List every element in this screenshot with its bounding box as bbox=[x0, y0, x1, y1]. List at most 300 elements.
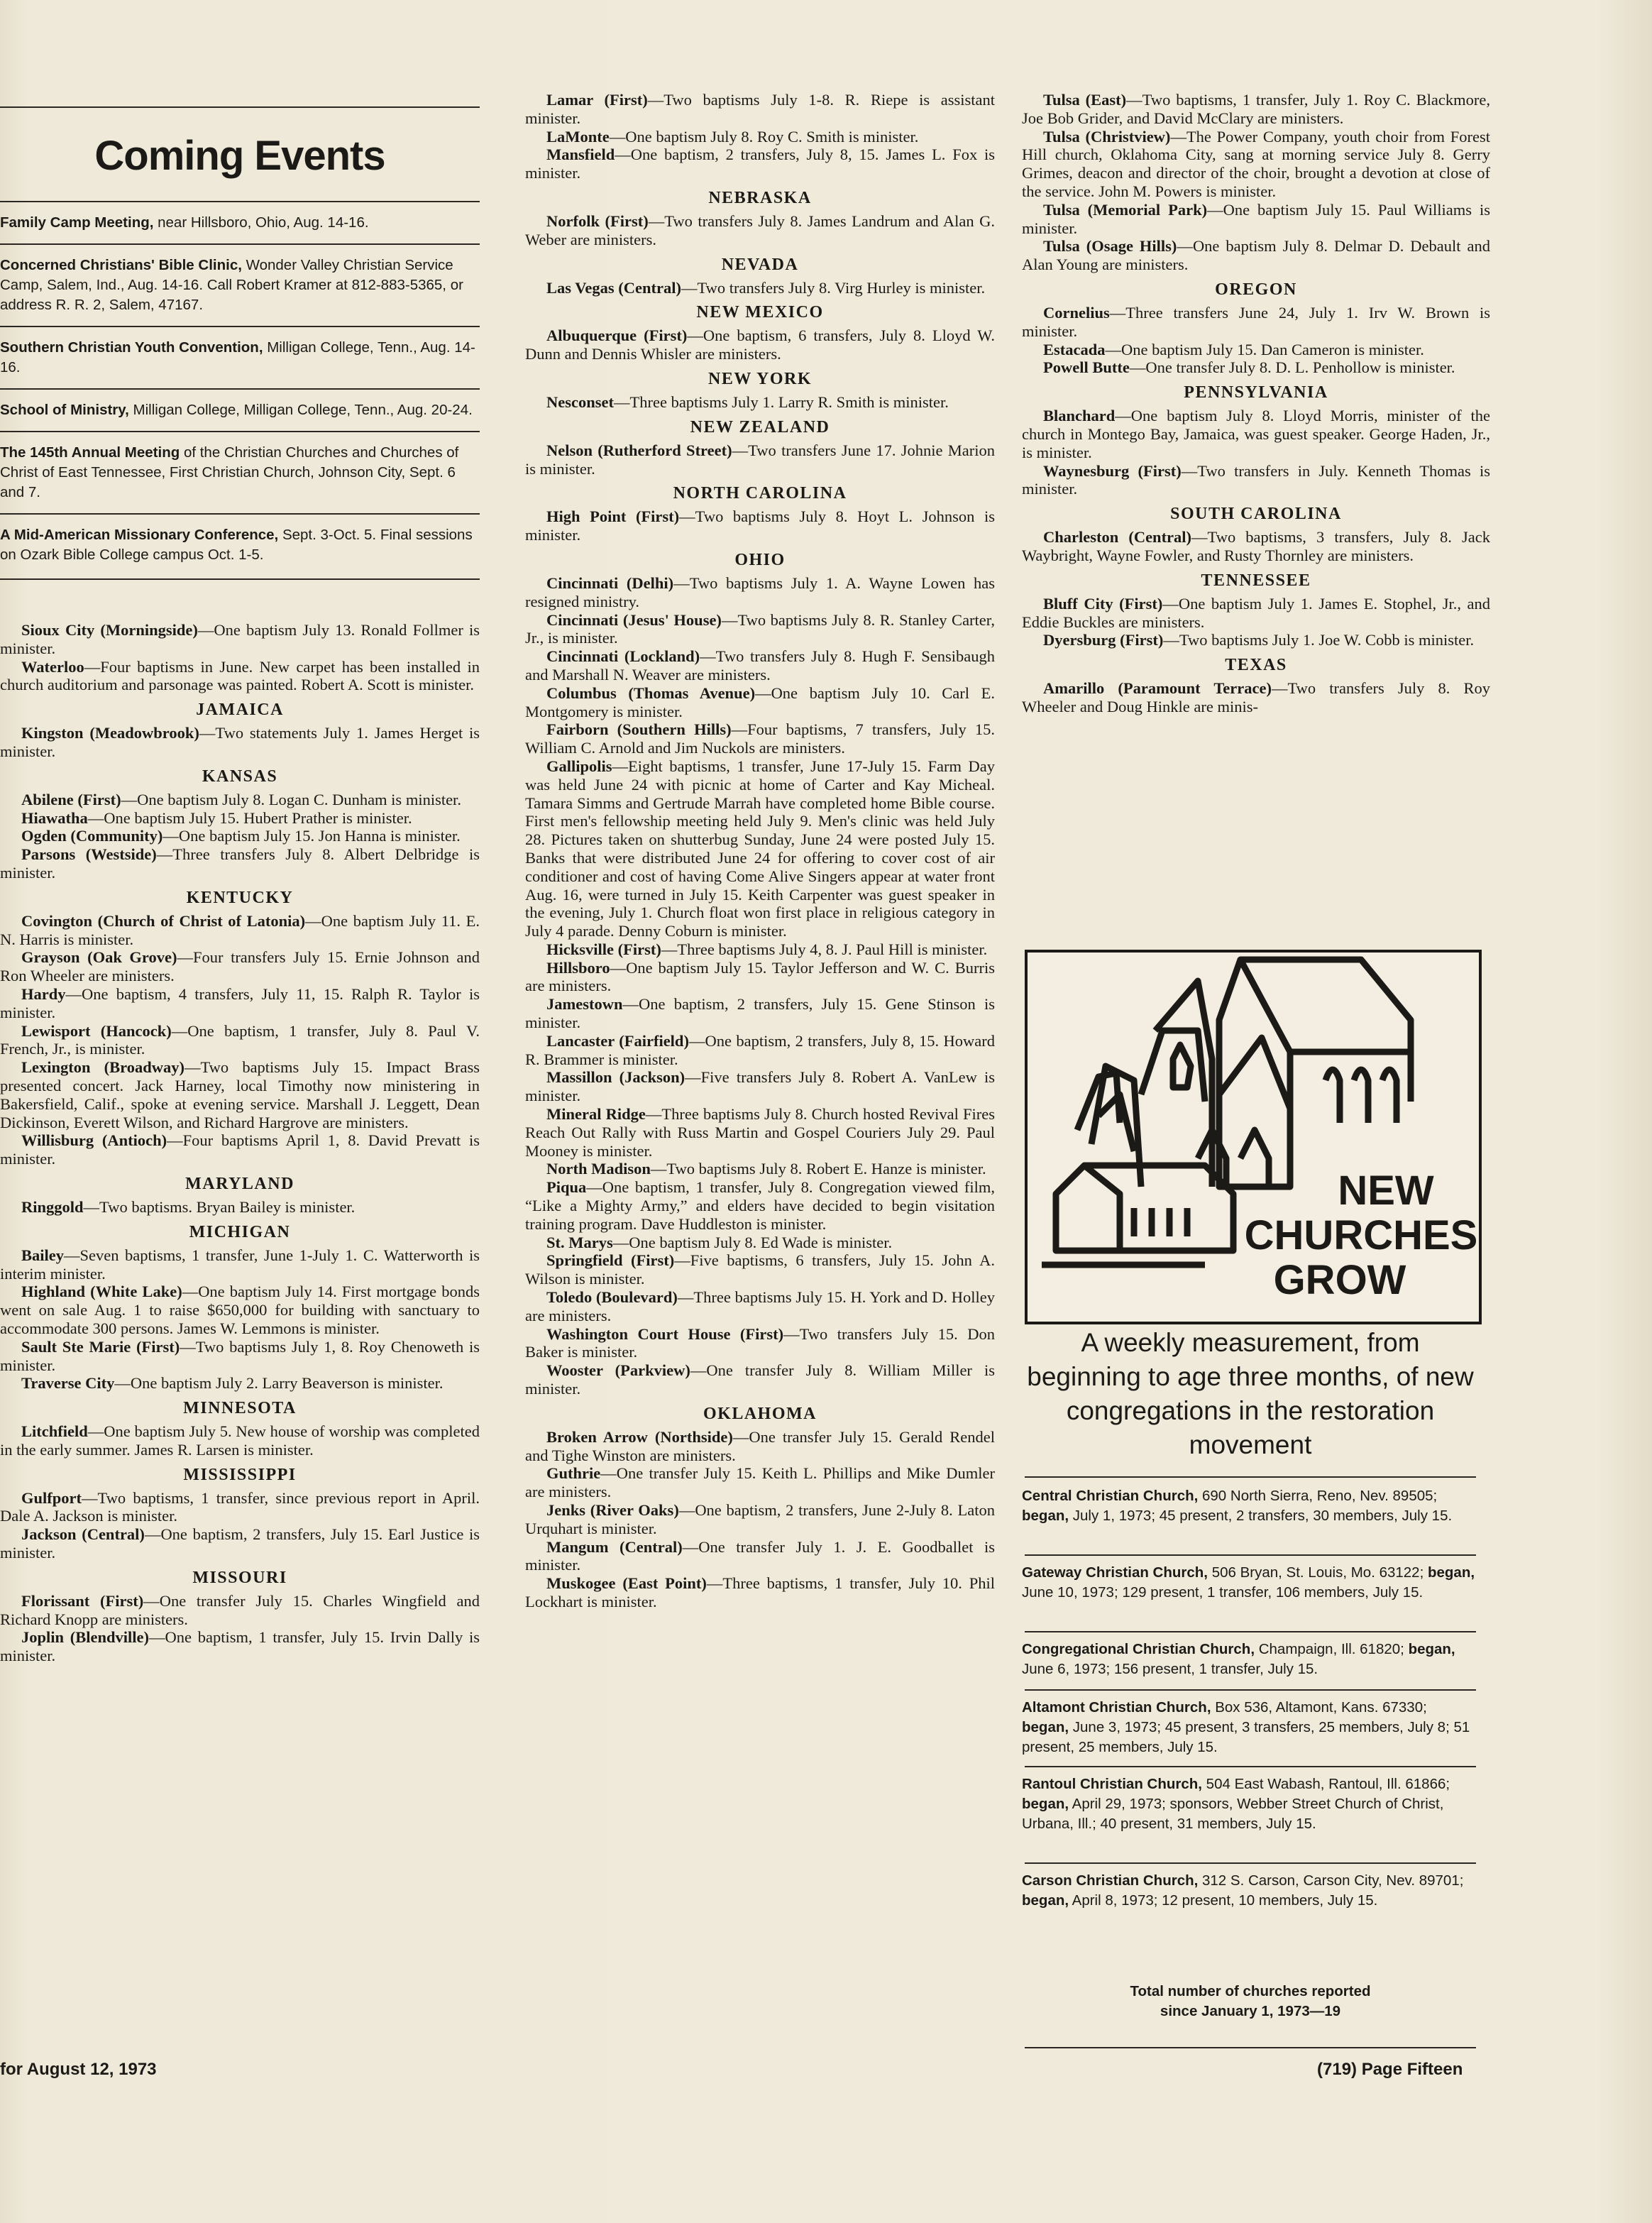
church-name: Waterloo bbox=[21, 657, 84, 676]
church-report bbox=[525, 1428, 995, 1465]
event-name: Concerned Christians' Bible Clinic, bbox=[0, 257, 242, 273]
report-text: —Two baptisms, 1 transfer, since previous report in April. Dale A. Jackson is minister. bbox=[0, 1488, 480, 1525]
new-church-name: Central Christian Church, bbox=[1022, 1488, 1199, 1504]
church-report bbox=[0, 1058, 480, 1131]
report-text: —One baptism, 2 transfers, July 8, 15. James L. Fox is minister. bbox=[525, 146, 995, 182]
church-name: Parsons (Westside) bbox=[21, 845, 157, 864]
event-details: Sept. 3-Oct. 5. Final sessions on Ozark Bible College campus Oct. 1-5. bbox=[0, 527, 473, 563]
church-name: Cincinnati (Delhi) bbox=[546, 573, 674, 592]
state-heading: MARYLAND bbox=[185, 1174, 294, 1193]
total-churches-reported bbox=[1022, 1982, 1479, 2021]
report-text: —One baptism July 8. Lloyd Morris, minister of the church in Montego Bay, Jamaica, was guest speaker. George Haden, Jr., is minister. bbox=[1022, 407, 1490, 461]
state-heading: MINNESOTA bbox=[183, 1399, 297, 1418]
church-name: Cincinnati (Jesus' House) bbox=[546, 610, 722, 629]
church-report bbox=[525, 684, 995, 721]
church-report bbox=[525, 1234, 995, 1252]
report-text: —Three baptisms July 8. Church hosted Revival Fires Reach Out Rally with Russ Martin and Gospel Couriers July 29. Paul Mooney is minister. bbox=[525, 1105, 996, 1160]
church-name: Broken Arrow (Northside) bbox=[546, 1427, 733, 1446]
state-heading: NEVADA bbox=[721, 255, 799, 274]
church-name: Tulsa (Osage Hills) bbox=[1043, 237, 1177, 256]
event-name: Family Camp Meeting, bbox=[0, 214, 154, 231]
church-report bbox=[525, 647, 995, 684]
state-heading: SOUTH CAROLINA bbox=[1170, 505, 1342, 524]
church-report bbox=[525, 1178, 995, 1233]
church-name: Blanchard bbox=[1043, 407, 1116, 425]
church-report bbox=[525, 1325, 995, 1362]
church-name: Bailey bbox=[21, 1246, 64, 1264]
new-church-name: Rantoul Christian Church, bbox=[1022, 1776, 1202, 1792]
church-report bbox=[1022, 201, 1490, 238]
church-name: Ringgold bbox=[21, 1197, 84, 1216]
footer-date: for August 12, 1973 bbox=[0, 2060, 157, 2079]
church-name: Mansfield bbox=[546, 146, 615, 164]
state-heading: OREGON bbox=[1215, 280, 1297, 299]
church-report bbox=[525, 146, 995, 182]
report-text: —Three baptisms July 4, 8. J. Paul Hill is minister. bbox=[661, 940, 988, 958]
church-report bbox=[0, 658, 480, 695]
church-report bbox=[525, 611, 995, 648]
report-text: —One baptism July 14. First mortgage bonds went on sale Aug. 1 to raise $650,000 for building with sanctuary to accommodate 300 persons. James W. Lemmons is minister. bbox=[0, 1283, 480, 1337]
church-name: Grayson (Oak Grove) bbox=[21, 948, 177, 967]
church-name: Florissant (First) bbox=[21, 1591, 144, 1610]
event-details: Milligan College, Milligan College, Tenn., Aug. 20-24. bbox=[128, 402, 473, 418]
church-name: Cincinnati (Lockland) bbox=[546, 647, 700, 666]
new-church-name: Gateway Christian Church, bbox=[1022, 1564, 1208, 1581]
church-name: Dyersburg (First) bbox=[1043, 631, 1164, 649]
church-name: St. Marys bbox=[546, 1233, 613, 1251]
church-report bbox=[0, 1592, 480, 1629]
state-heading: PENNSYLVANIA bbox=[1184, 383, 1328, 402]
church-report bbox=[1022, 679, 1490, 716]
church-report bbox=[0, 1246, 480, 1283]
new-church-address: Box 536, Altamont, Kans. 67330; bbox=[1211, 1699, 1427, 1716]
report-text: —Four baptisms April 1, 8. David Prevatt is minister. bbox=[0, 1131, 480, 1168]
church-name: Highland (White Lake) bbox=[21, 1283, 182, 1301]
state-heading: OHIO bbox=[734, 550, 786, 569]
church-report bbox=[1022, 462, 1490, 499]
state-heading: KENTUCKY bbox=[186, 888, 294, 907]
state-heading: MISSOURI bbox=[192, 1568, 287, 1587]
report-text: —One baptism July 15. Hubert Prather is minister. bbox=[87, 808, 412, 827]
church-report bbox=[525, 959, 995, 996]
report-text: —Four baptisms, 7 transfers, July 15. William C. Arnold and Jim Nuckols are ministers. bbox=[525, 720, 996, 757]
report-text: —The Power Company, youth choir from Forest Hill church, Oklahoma City, sang at morning service July 8. Gerry Grimes, deacon and director of the choir, brought a devotion at close of the service. John M. Powers is minister. bbox=[1022, 127, 1490, 200]
new-church-stats: April 8, 1973; 12 present, 10 members, July 15. bbox=[1069, 1892, 1378, 1909]
church-name: Traverse City bbox=[21, 1374, 115, 1393]
report-text: —Two baptisms. Bryan Bailey is minister. bbox=[83, 1197, 356, 1216]
church-name: Amarillo (Paramount Terrace) bbox=[1043, 679, 1272, 698]
report-text: —Two transfers July 8. Roy Wheeler and Doug Hinkle are minis- bbox=[1022, 679, 1490, 715]
church-name: Muskogee (East Point) bbox=[546, 1574, 707, 1593]
church-name: Lexington (Broadway) bbox=[21, 1058, 185, 1077]
report-text: —One baptism July 11. E. N. Harris is minister. bbox=[0, 911, 480, 948]
report-text: —Three baptisms July 1. Larry R. Smith is minister. bbox=[613, 393, 949, 411]
report-text: —One baptism, 2 transfers, June 2-July 8. Laton Urquhart is minister. bbox=[525, 1501, 995, 1537]
coming-event-item bbox=[0, 515, 480, 576]
church-report bbox=[1022, 631, 1490, 649]
news-column-2 bbox=[525, 91, 995, 1611]
church-report bbox=[0, 791, 480, 809]
began-label: began, bbox=[1022, 1719, 1069, 1735]
church-report bbox=[0, 1283, 480, 1337]
event-details: Wonder Valley Christian Service Camp, Salem, Ind., Aug. 14-16. Call Robert Kramer at 812-883-5365, or address R. R. 2, Salem, 47167. bbox=[0, 257, 463, 313]
church-name: Covington (Church of Christ of Latonia) bbox=[21, 911, 306, 930]
coming-events-title: Coming Events bbox=[94, 133, 385, 179]
total-line-2: since January 1, 1973—19 bbox=[1160, 2003, 1341, 2019]
church-report bbox=[0, 809, 480, 828]
top-rule bbox=[0, 106, 480, 108]
church-report bbox=[1022, 407, 1490, 461]
church-report bbox=[525, 212, 995, 249]
church-name: Massillon (Jackson) bbox=[546, 1068, 685, 1087]
report-text: —Four transfers July 15. Ernie Johnson and Ron Wheeler are ministers. bbox=[0, 948, 480, 985]
state-heading: OKLAHOMA bbox=[703, 1404, 817, 1423]
church-name: Gallipolis bbox=[546, 757, 612, 775]
report-text: —One transfer July 15. Gerald Rendel and Tighe Winston are ministers. bbox=[525, 1427, 995, 1464]
church-report bbox=[0, 1422, 480, 1459]
report-text: —Three baptisms, 1 transfer, July 10. Phil Lockhart is minister. bbox=[525, 1574, 995, 1610]
report-text: —Two transfers July 8. Hugh F. Sensibaugh and Marshall N. Weaver are ministers. bbox=[525, 647, 995, 684]
church-name: Estacada bbox=[1043, 340, 1106, 358]
report-text: —One baptism July 13. Ronald Follmer is minister. bbox=[0, 621, 480, 657]
church-name: Toledo (Boulevard) bbox=[546, 1288, 678, 1307]
state-heading: NEW MEXICO bbox=[696, 303, 824, 322]
report-text: —One baptism July 1. James E. Stophel, Jr., and Eddie Buckles are ministers. bbox=[1022, 594, 1491, 631]
column-middle bbox=[525, 91, 995, 1611]
report-text: —One baptism July 15. Dan Cameron is minister. bbox=[1105, 340, 1424, 358]
report-text: —One baptism July 15. Taylor Jefferson and W. C. Burris are ministers. bbox=[525, 958, 995, 995]
report-text: —One baptism July 2. Larry Beaverson is minister. bbox=[114, 1374, 444, 1393]
church-name: Gulfport bbox=[21, 1488, 82, 1507]
state-heading: NEBRASKA bbox=[708, 188, 812, 207]
report-text: —Two baptisms July 1. Joe W. Cobb is minister. bbox=[1163, 631, 1475, 649]
church-name: High Point (First) bbox=[546, 507, 680, 526]
report-text: —One baptism, 2 transfers, July 15. Earl Justice is minister. bbox=[0, 1525, 480, 1562]
church-name: Hardy bbox=[21, 984, 66, 1003]
coming-events-bottom-rule bbox=[0, 578, 480, 580]
state-heading: MISSISSIPPI bbox=[183, 1465, 297, 1484]
church-name: Nelson (Rutherford Street) bbox=[546, 441, 732, 459]
logo-word-churches: CHURCHES bbox=[1244, 1212, 1478, 1258]
church-report bbox=[525, 326, 995, 363]
new-church-stats: June 6, 1973; 156 present, 1 transfer, July 15. bbox=[1022, 1661, 1318, 1677]
new-church-divider bbox=[1025, 1766, 1476, 1767]
church-report bbox=[525, 1501, 995, 1538]
footer-page-number: (719) Page Fifteen bbox=[1317, 2060, 1463, 2079]
report-text: —Two transfers July 15. Don Baker is minister. bbox=[525, 1324, 995, 1361]
new-church-name: Congregational Christian Church, bbox=[1022, 1641, 1255, 1657]
church-report bbox=[525, 1538, 995, 1575]
church-buildings-icon bbox=[1028, 953, 1479, 1322]
church-report bbox=[525, 940, 995, 959]
church-name: Ogden (Community) bbox=[21, 827, 163, 845]
report-text: —Two transfers July 8. James Landrum and Alan G. Weber are ministers. bbox=[525, 212, 995, 248]
church-name: Lewisport (Hancock) bbox=[21, 1021, 172, 1040]
report-text: —Two baptisms July 15. Impact Brass presented concert. Jack Harney, local Timothy now ministering in Bakersfield, Calif., spoke at evening service. Marshall J. Leggett, Dean Dickinson, Everett Wilson, and Richard Hargrove are ministers. bbox=[0, 1058, 480, 1131]
state-heading: NEW ZEALAND bbox=[690, 417, 830, 437]
church-report bbox=[0, 621, 480, 658]
report-text: —Two transfers in July. Kenneth Thomas is minister. bbox=[1022, 461, 1491, 498]
report-text: —One baptism July 10. Carl E. Montgomery is minister. bbox=[525, 684, 995, 720]
new-church-address: 504 East Wabash, Rantoul, Ill. 61866; bbox=[1201, 1776, 1450, 1792]
church-name: Joplin (Blendville) bbox=[21, 1628, 150, 1647]
new-church-divider bbox=[1025, 1689, 1476, 1691]
report-text: —One baptism, 6 transfers, July 8. Lloyd W. Dunn and Dennis Whisler are ministers. bbox=[525, 326, 995, 363]
new-church-address: 690 North Sierra, Reno, Nev. 89505; bbox=[1198, 1488, 1438, 1504]
new-church-stats: April 29, 1973; sponsors, Webber Street Church of Christ, Urbana, Ill.; 40 present, 31 members, July 15. bbox=[1022, 1796, 1444, 1832]
began-label: began, bbox=[1022, 1508, 1069, 1524]
church-report bbox=[1022, 237, 1490, 274]
church-name: Lancaster (Fairfield) bbox=[546, 1031, 689, 1050]
church-report bbox=[0, 1374, 480, 1393]
church-name: Mangum (Central) bbox=[546, 1537, 683, 1556]
church-report bbox=[525, 757, 995, 940]
church-name: Springfield (First) bbox=[546, 1251, 675, 1270]
report-text: —Two baptisms, 3 transfers, July 8. Jack Waybright, Wayne Fowler, and Rusty Thornley are ministers. bbox=[1022, 528, 1490, 564]
report-text: —Seven baptisms, 1 transfer, June 1-July 1. C. Watterworth is interim minister. bbox=[0, 1246, 480, 1283]
new-church-divider bbox=[1025, 1631, 1476, 1632]
report-text: —One transfer July 15. Keith L. Phillips and Mike Dumler are ministers. bbox=[525, 1464, 995, 1501]
church-report bbox=[525, 91, 995, 128]
church-report bbox=[0, 1525, 480, 1562]
report-text: —One transfer July 1. J. E. Goodballet is minister. bbox=[525, 1537, 995, 1574]
church-name: Cornelius bbox=[1043, 303, 1110, 322]
new-church-divider bbox=[1025, 1862, 1476, 1864]
report-text: —One baptism July 8. Delmar D. Debault and Alan Young are ministers. bbox=[1022, 237, 1491, 274]
total-bottom-rule bbox=[1025, 2047, 1476, 2048]
new-church-entry bbox=[1022, 1563, 1477, 1603]
new-church-entry bbox=[1022, 1640, 1477, 1679]
church-name: Bluff City (First) bbox=[1043, 594, 1163, 613]
report-text: —Two baptisms July 8. R. Stanley Carter, Jr., is minister. bbox=[525, 610, 996, 647]
church-report bbox=[525, 1160, 995, 1178]
state-heading: NORTH CAROLINA bbox=[673, 484, 847, 503]
logo-word-new: NEW bbox=[1338, 1168, 1434, 1214]
report-text: —Two baptisms July 1, 8. Roy Chenoweth is minister. bbox=[0, 1337, 480, 1374]
new-church-stats: June 10, 1973; 129 present, 1 transfer, 106 members, July 15. bbox=[1022, 1584, 1424, 1601]
report-text: —One transfer July 8. D. L. Penhollow is minister. bbox=[1129, 358, 1455, 377]
church-name: Jamestown bbox=[546, 995, 623, 1014]
church-name: Sioux City (Morningside) bbox=[21, 621, 198, 639]
church-name: Abilene (First) bbox=[21, 790, 121, 808]
report-text: —One baptism July 8. Roy C. Smith is minister. bbox=[609, 127, 919, 146]
church-name: Tulsa (Christview) bbox=[1043, 127, 1171, 146]
coming-event-item bbox=[0, 202, 480, 245]
church-report bbox=[525, 574, 995, 611]
state-heading: JAMAICA bbox=[196, 701, 284, 720]
church-report bbox=[525, 1105, 995, 1160]
report-text: —Eight baptisms, 1 transfer, June 17-July 15. Farm Day was held June 24 with picnic at home of Carter and Kay Micheal. Tamara Simms and Gertrude Marrah have completed home Bible course. First men's fellowship meeting held July 9. Men's clinic was held July 28. Pictures taken on shutterbug Sunday, June 24 were posted July 15. Banks that were distributed June 24 for offering to cover cost of air conditioner and cost of having Come Alive Singers appear at water front Aug. 16, were turned in July 15. Keith Carpenter was guest speaker in the evening, July 1. Church float won first place in religious category in July 4 parade. Denny Coburn is minister. bbox=[525, 757, 995, 940]
new-church-name: Carson Christian Church, bbox=[1022, 1872, 1199, 1889]
report-text: —One transfer July 15. Charles Wingfield and Richard Knopp are ministers. bbox=[0, 1591, 480, 1628]
church-report bbox=[525, 1464, 995, 1501]
church-report bbox=[525, 1032, 995, 1069]
new-church-divider bbox=[1025, 1554, 1476, 1556]
column-left bbox=[0, 0, 480, 1665]
report-text: —Five baptisms, 6 transfers, July 15. John A. Wilson is minister. bbox=[525, 1251, 995, 1288]
church-report bbox=[525, 1361, 995, 1398]
logo-word-grow: GROW bbox=[1273, 1257, 1406, 1303]
report-text: —One baptism July 8. Logan C. Dunham is minister. bbox=[121, 790, 461, 808]
church-report bbox=[525, 1574, 995, 1611]
report-text: —One baptism July 15. Jon Hanna is minister. bbox=[163, 827, 461, 845]
report-text: —One baptism, 2 transfers, July 15. Gene Stinson is minister. bbox=[525, 995, 995, 1032]
church-report bbox=[525, 393, 995, 412]
report-text: —One baptism, 1 transfer, July 8. Paul V. French, Jr., is minister. bbox=[0, 1021, 480, 1058]
state-heading: TEXAS bbox=[1225, 656, 1287, 675]
began-label: began, bbox=[1022, 1892, 1069, 1909]
church-name: Norfolk (First) bbox=[546, 212, 649, 230]
event-name: The 145th Annual Meeting bbox=[0, 444, 180, 461]
report-text: —One baptism, 2 transfers, July 8, 15. Howard R. Brammer is minister. bbox=[525, 1031, 995, 1068]
report-text: —Two baptisms July 8. Robert E. Hanze is minister. bbox=[650, 1160, 986, 1178]
report-text: —Five transfers July 8. Robert A. VanLew is minister. bbox=[525, 1068, 995, 1105]
state-heading: TENNESSEE bbox=[1201, 571, 1311, 590]
church-name: Hiawatha bbox=[21, 808, 88, 827]
church-name: Hicksville (First) bbox=[546, 940, 661, 958]
church-name: Fairborn (Southern Hills) bbox=[546, 720, 732, 739]
church-name: Lamar (First) bbox=[546, 91, 648, 109]
church-name: Washington Court House (First) bbox=[546, 1324, 784, 1343]
church-name: Litchfield bbox=[21, 1422, 88, 1441]
church-report bbox=[525, 507, 995, 544]
church-report bbox=[525, 1288, 995, 1325]
church-name: Wooster (Parkview) bbox=[546, 1361, 690, 1380]
new-church-address: Champaign, Ill. 61820; bbox=[1255, 1641, 1409, 1657]
church-name: Kingston (Meadowbrook) bbox=[21, 724, 199, 742]
report-text: —One baptism July 5. New house of worship was completed in the early summer. James R. Larsen is minister. bbox=[0, 1422, 480, 1459]
report-text: —Two baptisms, 1 transfer, July 1. Roy C. Blackmore, Joe Bob Grider, and David McClary are ministers. bbox=[1022, 91, 1490, 127]
church-name: Guthrie bbox=[546, 1464, 601, 1483]
church-report bbox=[0, 948, 480, 985]
coming-event-item bbox=[0, 327, 480, 390]
event-name: Southern Christian Youth Convention, bbox=[0, 339, 263, 356]
church-name: Jackson (Central) bbox=[21, 1525, 145, 1544]
new-churches-grow-logo bbox=[1025, 950, 1482, 1324]
report-text: —Four baptisms in June. New carpet has been installed in church auditorium and parsonage was painted. Robert A. Scott is minister. bbox=[0, 657, 480, 694]
church-name: Columbus (Thomas Avenue) bbox=[546, 684, 756, 702]
church-name: Piqua bbox=[546, 1178, 587, 1197]
church-name: Mineral Ridge bbox=[546, 1105, 646, 1124]
news-column-1 bbox=[0, 621, 480, 1665]
church-report bbox=[0, 1131, 480, 1168]
church-report bbox=[1022, 304, 1490, 341]
church-report bbox=[1022, 341, 1490, 359]
began-label: began, bbox=[1427, 1564, 1475, 1581]
church-name: Powell Butte bbox=[1043, 358, 1130, 377]
event-details: Milligan College, Tenn., Aug. 14-16. bbox=[0, 339, 475, 375]
began-label: began, bbox=[1022, 1796, 1069, 1812]
church-report bbox=[1022, 128, 1490, 201]
church-report bbox=[525, 720, 995, 757]
church-report bbox=[0, 724, 480, 761]
new-church-entry bbox=[1022, 1871, 1477, 1911]
church-name: Hillsboro bbox=[546, 958, 610, 977]
church-name: Tulsa (East) bbox=[1043, 91, 1127, 109]
church-name: Sault Ste Marie (First) bbox=[21, 1337, 180, 1356]
report-text: —One baptism July 15. Paul Williams is minister. bbox=[1022, 200, 1490, 237]
state-heading: NEW YORK bbox=[707, 369, 812, 388]
church-report bbox=[0, 1022, 480, 1059]
church-report bbox=[0, 1198, 480, 1217]
report-text: —Two baptisms July 1. A. Wayne Lowen has resigned ministry. bbox=[525, 573, 995, 610]
coming-event-item bbox=[0, 390, 480, 432]
church-report bbox=[0, 845, 480, 882]
church-report bbox=[0, 1489, 480, 1526]
church-report bbox=[525, 1251, 995, 1288]
report-text: —Two transfers June 17. Johnie Marion is minister. bbox=[525, 441, 996, 478]
report-text: —Two statements July 1. James Herget is minister. bbox=[0, 724, 480, 760]
report-text: —One baptism, 4 transfers, July 11, 15. Ralph R. Taylor is minister. bbox=[0, 984, 480, 1021]
began-label: began, bbox=[1408, 1641, 1455, 1657]
new-church-name: Altamont Christian Church, bbox=[1022, 1699, 1211, 1716]
new-church-entry bbox=[1022, 1698, 1477, 1757]
new-church-address: 312 S. Carson, Carson City, Nev. 89701; bbox=[1198, 1872, 1464, 1889]
church-name: LaMonte bbox=[546, 127, 610, 146]
church-name: Tulsa (Memorial Park) bbox=[1043, 200, 1208, 219]
church-report bbox=[525, 995, 995, 1032]
church-report bbox=[0, 1628, 480, 1665]
report-text: —Three baptisms July 15. H. York and D. Holley are ministers. bbox=[525, 1288, 995, 1324]
church-report bbox=[1022, 595, 1490, 632]
church-report bbox=[0, 912, 480, 949]
report-text: —One transfer July 8. William Miller is minister. bbox=[525, 1361, 995, 1398]
church-report bbox=[525, 279, 995, 297]
news-column-3 bbox=[1022, 91, 1490, 716]
church-name: Nesconset bbox=[546, 393, 614, 411]
state-heading: KANSAS bbox=[202, 767, 278, 786]
report-text: —One baptism July 8. Ed Wade is minister. bbox=[612, 1233, 893, 1251]
new-church-stats: July 1, 1973; 45 present, 2 transfers, 30 members, July 15. bbox=[1069, 1508, 1453, 1524]
church-report bbox=[525, 128, 995, 146]
church-name: Willisburg (Antioch) bbox=[21, 1131, 167, 1150]
ad-caption: A weekly measurement, from beginning to age three months, of new congregations in the restoration movement bbox=[1027, 1328, 1474, 1459]
new-church-address: 506 Bryan, St. Louis, Mo. 63122; bbox=[1208, 1564, 1428, 1581]
church-report bbox=[1022, 91, 1490, 128]
state-heading: MICHIGAN bbox=[189, 1222, 291, 1241]
church-name: Jenks (River Oaks) bbox=[546, 1501, 679, 1519]
church-name: Albuquerque (First) bbox=[546, 326, 688, 345]
coming-events-list bbox=[0, 202, 480, 576]
church-report bbox=[0, 1338, 480, 1375]
new-church-entry bbox=[1022, 1774, 1477, 1834]
report-text: —Two transfers July 8. Virg Hurley is minister. bbox=[681, 278, 986, 297]
report-text: —One baptism, 1 transfer, July 15. Irvin Dally is minister. bbox=[0, 1628, 480, 1665]
new-church-entry bbox=[1022, 1486, 1477, 1526]
church-name: North Madison bbox=[546, 1160, 651, 1178]
church-report bbox=[0, 985, 480, 1022]
report-text: —Two baptisms July 1-8. R. Riepe is assistant minister. bbox=[525, 91, 996, 127]
coming-event-item bbox=[0, 432, 480, 515]
church-report bbox=[1022, 358, 1490, 377]
report-text: —Three transfers July 8. Albert Delbridge is minister. bbox=[0, 845, 480, 882]
event-details: near Hillsboro, Ohio, Aug. 14-16. bbox=[153, 214, 369, 231]
event-details: of the Christian Churches and Churches of Christ of East Tennessee, First Christian Church, Johnson City, Sept. 6 and 7. bbox=[0, 444, 459, 500]
column-right bbox=[1022, 91, 1490, 716]
new-church-stats: June 3, 1973; 45 present, 3 transfers, 25 members, July 8; 51 present, 25 members, July 15. bbox=[1022, 1719, 1470, 1755]
church-name: Waynesburg (First) bbox=[1043, 461, 1182, 480]
church-name: Las Vegas (Central) bbox=[546, 278, 681, 297]
church-report bbox=[0, 827, 480, 845]
event-name: School of Ministry, bbox=[0, 402, 129, 418]
church-report bbox=[1022, 528, 1490, 565]
church-name: Charleston (Central) bbox=[1043, 528, 1192, 547]
report-text: —Two baptisms July 8. Hoyt L. Johnson is minister. bbox=[525, 507, 995, 544]
coming-event-item bbox=[0, 245, 480, 327]
church-report bbox=[525, 1068, 995, 1105]
total-line-1: Total number of churches reported bbox=[1130, 1983, 1371, 1999]
church-report bbox=[525, 441, 995, 478]
